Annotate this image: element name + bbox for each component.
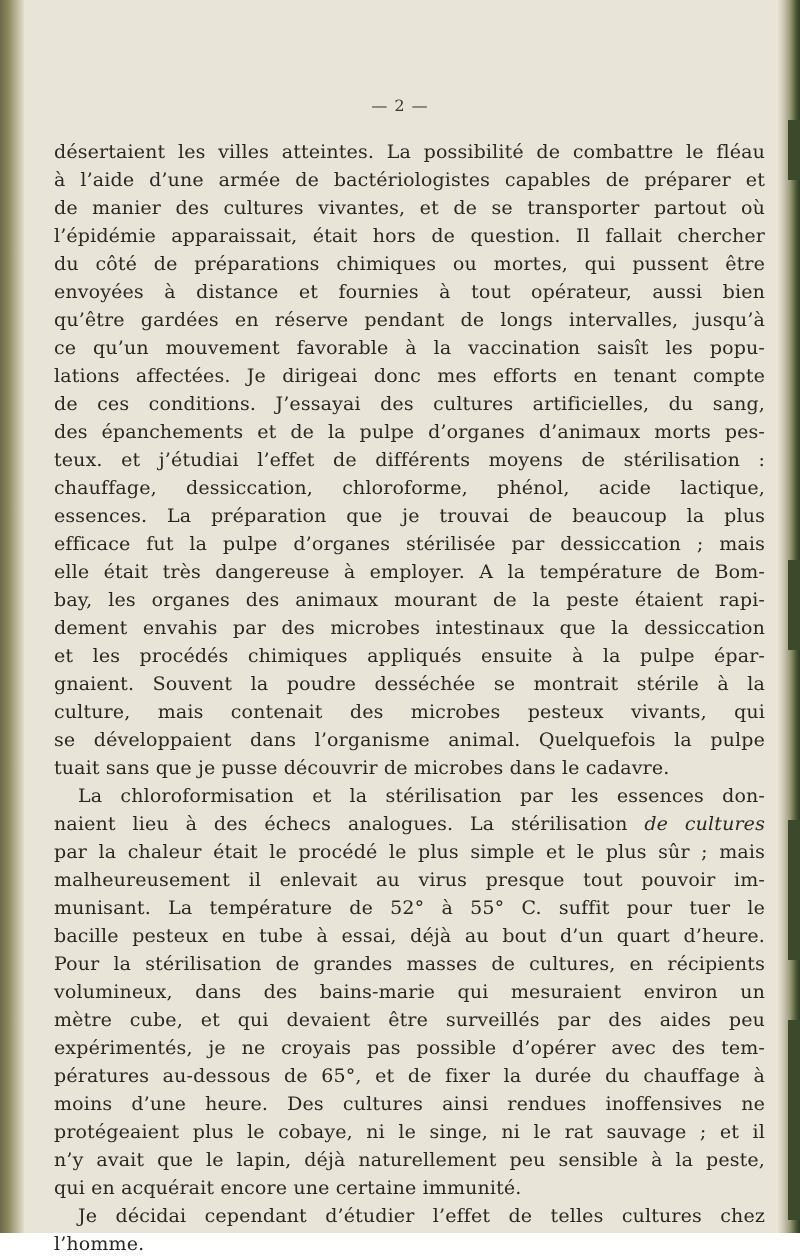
text-line: bay, les organes des animaux mourant de la peste étaient rapi-: [54, 589, 765, 611]
paragraph-end-line: l’homme.: [54, 1233, 145, 1255]
text-run: naient lieu à des échecs analogues. La stérilisation: [54, 813, 645, 835]
text-line: des épanchements et de la pulpe d’organes d’animaux morts pes-: [54, 421, 765, 443]
text-line: elle était très dangereuse à employer. A la température de Bom-: [54, 561, 765, 583]
text-line: et les procédés chimiques appliqués ensuite à la pulpe épar-: [54, 645, 765, 667]
text-line: par la chaleur était le procédé le plus simple et le plus sûr ; mais: [54, 841, 765, 863]
text-line: de ces conditions. J’essayai des cultures artificielles, du sang,: [54, 393, 765, 415]
paragraph-end-line: qui en acquérait encore une certaine immunité.: [54, 1177, 522, 1199]
text-line: gnaient. Souvent la poudre desséchée se montrait stérile à la: [54, 673, 765, 695]
text-line: mètre cube, et qui devaient être surveillés par des aides peu: [54, 1009, 765, 1031]
text-line: [54, 810, 765, 838]
paragraph-start-line: Je décidai cependant d’étudier l’effet de telles cultures chez: [78, 1205, 765, 1227]
text-line: qu’être gardées en réserve pendant de longs intervalles, jusqu’à: [54, 309, 765, 331]
text-line: se développaient dans l’organisme animal. Quelquefois la pulpe: [54, 729, 765, 751]
edge-wear: [788, 560, 800, 650]
text-line: ce qu’un mouvement favorable à la vaccination saisît les popu-: [54, 337, 765, 359]
text-line: teux. et j’étudiai l’effet de différents moyens de stérilisation :: [54, 449, 765, 471]
edge-wear: [788, 820, 800, 960]
text-line: lations affectées. Je dirigeai donc mes efforts en tenant compte: [54, 365, 765, 387]
edge-wear: [788, 120, 800, 180]
edge-wear: [788, 1020, 800, 1220]
text-line: dement envahis par des microbes intestinaux que la dessiccation: [54, 617, 765, 639]
text-line: désertaient les villes atteintes. La possibilité de combattre le fléau: [54, 141, 765, 163]
text-line: n’y avait que le lapin, déjà naturellement peu sensible à la peste,: [54, 1149, 765, 1171]
italic-phrase: de cultures: [644, 813, 765, 835]
text-line: essences. La préparation que je trouvai de beaucoup la plus: [54, 505, 765, 527]
text-line: expérimentés, je ne croyais pas possible d’opérer avec des tem-: [54, 1037, 765, 1059]
binding-shadow: [0, 0, 24, 1233]
paragraph-start-line: La chloroformisation et la stérilisation par les essences don-: [78, 785, 765, 807]
text-line: protégeaient plus le cobaye, ni le singe, ni le rat sauvage ; et il: [54, 1121, 765, 1143]
page-edge: [778, 0, 800, 1233]
text-line: munisant. La température de 52° à 55° C. suffit pour tuer le: [54, 897, 765, 919]
text-line: du côté de préparations chimiques ou mortes, qui pussent être: [54, 253, 765, 275]
body-text: [54, 138, 765, 1258]
text-line: pératures au-dessous de 65°, et de fixer la durée du chauffage à: [54, 1065, 765, 1087]
text-line: culture, mais contenait des microbes pesteux vivants, qui: [54, 701, 765, 723]
paragraph-end-line: tuait sans que je pusse découvrir de microbes dans le cadavre.: [54, 757, 670, 779]
text-line: l’épidémie apparaissait, était hors de question. Il fallait chercher: [54, 225, 765, 247]
text-line: moins d’une heure. Des cultures ainsi rendues inoffensives ne: [54, 1093, 765, 1115]
page-number: — 2 —: [371, 96, 429, 115]
text-line: à l’aide d’une armée de bactériologistes capables de préparer et: [54, 169, 765, 191]
text-line: de manier des cultures vivantes, et de se transporter partout où: [54, 197, 765, 219]
text-line: bacille pesteux en tube à essai, déjà au bout d’un quart d’heure.: [54, 925, 765, 947]
text-line: volumineux, dans des bains-marie qui mesuraient environ un: [54, 981, 765, 1003]
text-line: malheureusement il enlevait au virus presque tout pouvoir im-: [54, 869, 765, 891]
text-line: envoyées à distance et fournies à tout opérateur, aussi bien: [54, 281, 765, 303]
text-line: efficace fut la pulpe d’organes stérilisée par dessiccation ; mais: [54, 533, 765, 555]
text-line: chauffage, dessiccation, chloroforme, phénol, acide lactique,: [54, 477, 765, 499]
text-line: Pour la stérilisation de grandes masses de cultures, en récipients: [54, 953, 765, 975]
folio-area: [0, 96, 800, 120]
